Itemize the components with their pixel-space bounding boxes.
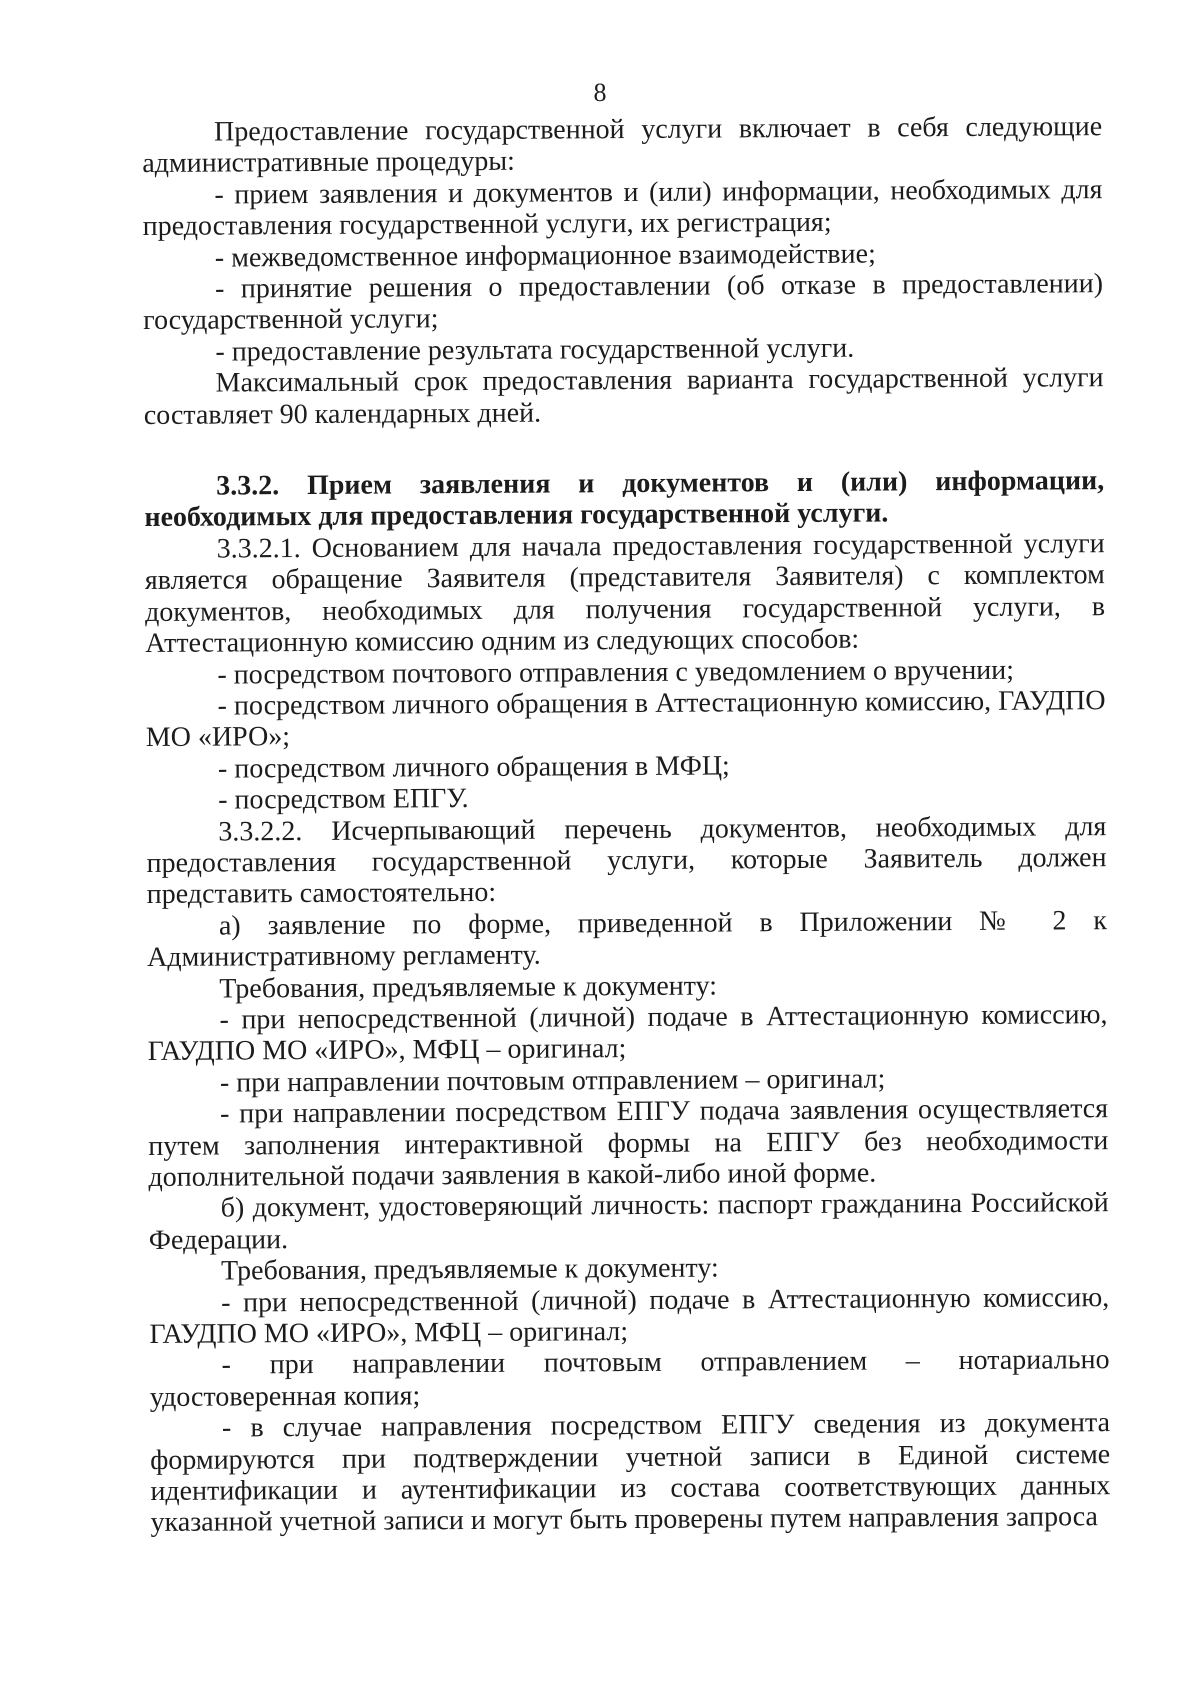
list-item: - посредством ЕПГУ. <box>218 783 469 816</box>
body-paragraph: Требования, предъявляемые к документу: <box>219 970 718 1005</box>
list-item: - посредством почтового отправления с уведомлением о вручении; <box>217 654 1015 691</box>
body-paragraph: 3.3.2.1. Основанием для начала предоставления государственной услуги является обращение Заявителя (представителя Заявителя) с комплектом документов, необходимых для получения государственной услуги, в Аттестационную комиссию одним из следующих способов: <box>144 528 1106 660</box>
intro-paragraph: Предоставление государственной услуги включает в себя следующие административные процедуры: <box>142 111 1103 180</box>
body-paragraph: б) документ, удостоверяющий личность: паспорт гражданина Российской Федерации. <box>148 1187 1109 1256</box>
list-item: - при непосредственной (личной) подаче в Аттестационную комиссию, ГАУДПО МО «ИРО», МФЦ – оригинал; <box>149 1281 1110 1351</box>
body-paragraph: Требования, предъявляемые к документу: <box>220 1252 719 1287</box>
list-item: - при направлении посредством ЕПГУ подача заявления осуществляется путем заполнения интерактивной формы на ЕПГУ без необходимости дополнительной подачи заявления в какой-либо иной форме. <box>148 1093 1109 1193</box>
list-item: - при направлении почтовым отправлением – оригинал; <box>219 1063 886 1099</box>
list-item: - посредством личного обращения в Аттестационную комиссию, ГАУДПО МО «ИРО»; <box>145 685 1106 754</box>
list-item: - прием заявления и документов и (или) информации, необходимых для предоставления государственной услуги, их регистрация; <box>142 173 1103 243</box>
document-body <box>142 111 1111 1539</box>
body-paragraph: 3.3.2.2. Исчерпывающий перечень документов, необходимых для предоставления государственной услуги, которые Заявитель должен представить самостоятельно: <box>146 810 1107 911</box>
page-number: 8 <box>593 78 607 107</box>
list-item: - межведомственное информационное взаимодействие; <box>214 238 876 274</box>
list-item: - в случае направления посредством ЕПГУ сведения из документа формируются при подтверждении учетной записи в Единой системе идентификации и аутентификации из состава соответствующих данных указанной учетной записи и могут быть проверены путем направления запроса <box>150 1407 1111 1539</box>
list-item: - предоставление результата государственной услуги. <box>215 332 855 368</box>
body-paragraph: Максимальный срок предоставления варианта государственной услуги составляет 90 календарных дней. <box>143 362 1104 431</box>
list-item: - при непосредственной (личной) подаче в Аттестационную комиссию, ГАУДПО МО «ИРО», МФЦ – оригинал; <box>147 999 1108 1068</box>
list-item: - посредством личного обращения в МФЦ; <box>217 750 730 785</box>
section-heading: 3.3.2. Прием заявления и документов и (или) информации, необходимых для предоставления государственной услуги. <box>144 465 1105 534</box>
body-paragraph: а) заявление по форме, приведенной в Приложении № 2 к Административному регламенту. <box>147 904 1108 974</box>
list-item: - принятие решения о предоставлении (об отказе в предоставлении) государственной услуги; <box>143 268 1104 337</box>
section-spacer <box>144 425 1104 471</box>
list-item: - при направлении почтовым отправлением – нотариально удостоверенная копия; <box>149 1344 1110 1413</box>
